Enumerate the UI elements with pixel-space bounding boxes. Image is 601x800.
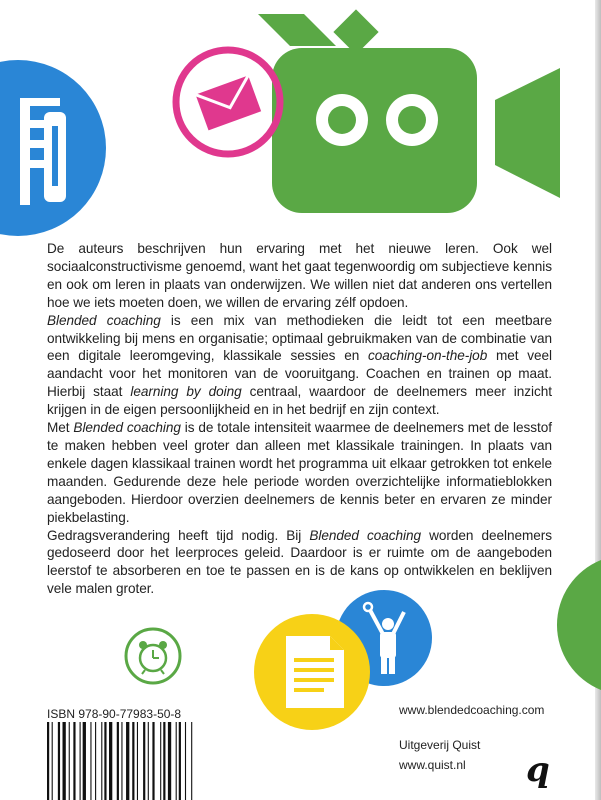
barcode-bar: [109, 722, 112, 800]
video-camera-icon: [258, 9, 560, 213]
back-cover-text: [47, 240, 552, 598]
paragraph-3: Met Blended coaching is de totale intensiteit waarmee de deelnemers met de lesstof te maken hebben veel groter dan alleen met klassikale trainingen. In plaats van enkele dagen klassikaal trainen wordt het programma uit elkaar getrokken tot enkele maanden. Gedurende deze hele periode worden overzichtelijke informatieblokken aangeboden. Hierdoor overzien deelnemers de kennis beter en ervaren ze minder piekbelasting.: [47, 420, 552, 525]
alarm-clock-icon: [126, 629, 180, 683]
barcode-bar: [73, 722, 75, 800]
paragraph-2: Blended coaching is een mix van methodieken die leidt tot een meetbare ontwikkeling bij mens en organisatie; optimaal gebruikmaken van de combinatie van een digitale leeromgeving, klassikale sessies en coaching-on-the-job met veel aandacht voor het monitoren van de vooruitgang. Coachen en trainen op maat. Hierbij staat learning by doing centraal, waardoor de deelnemers meer inzicht krijgen in de eigen persoonlijkheid en in het bedrijf en zijn context.: [47, 312, 553, 418]
barcode: [47, 722, 237, 800]
barcode-bar: [117, 722, 119, 800]
barcode-bar: [160, 722, 161, 800]
top-illustration: [0, 0, 601, 240]
barcode-bar: [152, 722, 154, 800]
barcode-bar: [83, 722, 86, 800]
barcode-bar: [80, 722, 81, 800]
barcode-bar: [176, 722, 177, 800]
isbn: ISBN 978-90-77983-50-8: [47, 707, 182, 721]
publisher-logo: q: [526, 750, 550, 790]
barcode-bar: [90, 722, 91, 800]
barcode-bar: [126, 722, 129, 800]
envelope-icon: [176, 50, 280, 154]
barcode-bar: [104, 722, 106, 800]
barcode-bar: [179, 722, 181, 800]
barcode-bar: [191, 722, 192, 800]
barcode-bar: [101, 722, 102, 800]
barcode-bar: [168, 722, 171, 800]
document-icon: [254, 614, 370, 730]
barcode-bar: [69, 722, 70, 800]
barcode-bar: [163, 722, 165, 800]
barcode-bar: [63, 722, 66, 800]
barcode-bar: [137, 722, 138, 800]
barcode-bar: [143, 722, 145, 800]
barcode-bar: [47, 722, 49, 800]
paragraph-4: Gedragsverandering heeft tijd nodig. Bij Blended coaching worden deelnemers gedoseerd door het leerproces geleid. Daardoor is er ruimte om de aangeboden leerstof te absorberen en toe te passen en is de kans op ontwikkelen en beklijven vele malen groter.: [47, 527, 552, 597]
barcode-bar: [52, 722, 53, 800]
barcode-bar: [95, 722, 96, 800]
barcode-bar: [148, 722, 149, 800]
publisher-name: Uitgeverij Quist: [399, 738, 481, 752]
paragraph-1: De auteurs beschrijven hun ervaring met het nieuwe leren. Ook wel sociaalconstructivisme genoemd, want het gaat tegenwoordig om subjectieve kennis en ook om leren in plaats van onderwijzen. We willen niet dat anderen ons vertellen hoe we iets moeten doen, we willen de ervaring zélf opdoen.: [47, 241, 552, 310]
worker-tools-icon: [336, 590, 432, 686]
publisher-site-link[interactable]: www.quist.nl: [399, 758, 466, 772]
barcode-bar: [58, 722, 60, 800]
barcode-bar: [132, 722, 134, 800]
website-link[interactable]: www.blendedcoaching.com: [399, 703, 545, 717]
barcode-bar: [121, 722, 122, 800]
barcode-bar: [185, 722, 186, 800]
caliper-icon: [0, 60, 106, 236]
